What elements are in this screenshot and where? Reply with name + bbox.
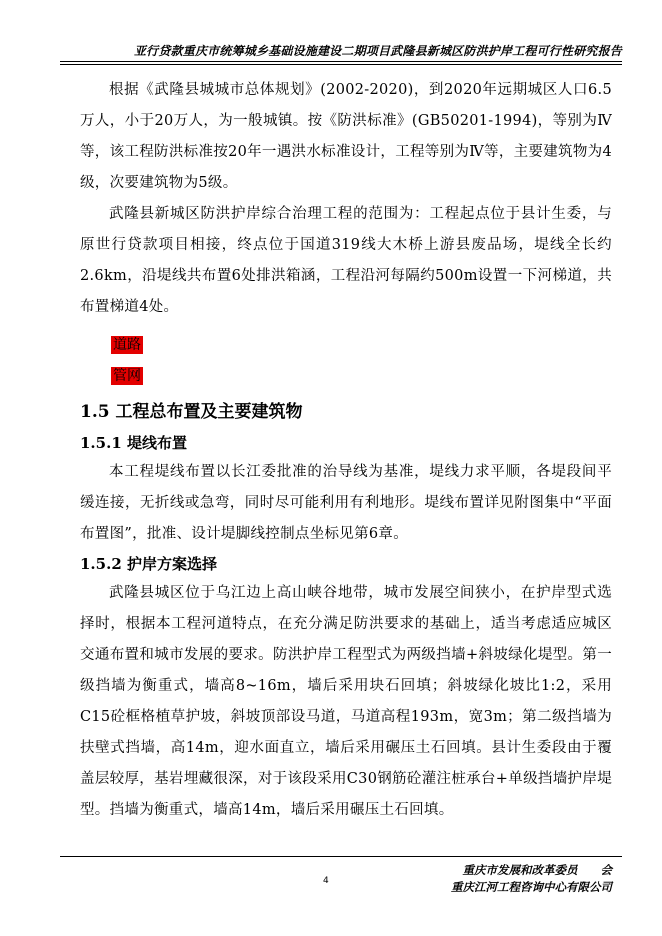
- header-rule: [60, 61, 622, 62]
- footer-rule: [60, 856, 622, 857]
- section-heading-1-5-2: 1.5.2 护岸方案选择: [80, 555, 217, 573]
- paragraph-flood-standard: 根据《武隆县城城市总体规划》(2002-2020)，到2020年远期城区人口6.5万人，小于20万人，为一般城镇。按《防洪标准》(GB50201-1994)，等别为Ⅳ等，该工程防洪标准按20年一遇洪水标准设计，工程等别为Ⅳ等，主要建筑物为4级，次要建筑物为5级。: [80, 82, 612, 191]
- footer-organization: [451, 862, 612, 896]
- page-number: 4: [323, 876, 329, 886]
- header-rule-thin: [60, 64, 622, 65]
- section-heading-1-5: 1.5 工程总布置及主要建筑物: [80, 402, 303, 422]
- highlight-tag-pipeline: 管网: [113, 367, 141, 384]
- section-heading-1-5-1: 1.5.1 堤线布置: [80, 434, 187, 452]
- highlight-tag-road: 道路: [113, 336, 141, 353]
- document-body: [80, 75, 612, 826]
- paragraph-project-scope: 武隆县新城区防洪护岸综合治理工程的范围为：工程起点位于县计生委，与原世行贷款项目相接，终点位于国道319线大木桥上游县废品场，堤线全长约2.6km，沿堤线共布置6处排洪箱涵，工程沿河每隔约500m设置一下河梯道，共布置梯道4处。: [80, 206, 612, 315]
- footer-org-line1: 重庆市发展和改革委员 会: [462, 863, 612, 877]
- paragraph-levee-layout: 本工程堤线布置以长江委批准的治导线为基准，堤线力求平顺，各堤段间平缓连接，无折线或急弯，同时尽可能利用有利地形。堤线布置详见附图集中“平面布置图”，批准、设计堤脚线控制点坐标见第6章。: [80, 464, 612, 542]
- running-header-title: 亚行贷款重庆市统筹城乡基础设施建设二期项目武隆县新城区防洪护岸工程可行性研究报告: [133, 44, 622, 58]
- paragraph-revetment-scheme: 武隆县城区位于乌江边上高山峡谷地带，城市发展空间狭小，在护岸型式选择时，根据本工程河道特点，在充分满足防洪要求的基础上，适当考虑适应城区交通布置和城市发展的要求。防洪护岸工程型式为两级挡墙+斜坡绿化堤型。第一级挡墙为衡重式，墙高8~16m，墙后采用块石回填；斜坡绿化坡比1:2，采用C15砼框格植草护坡，斜坡顶部设马道，马道高程193m，宽3m；第二级挡墙为扶壁式挡墙，高14m，迎水面直立，墙后采用碾压土石回填。县计生委段由于覆盖层较厚，基岩埋藏很深，对于该段采用C30钢筋砼灌注桩承台+单级挡墙护岸堤型。挡墙为衡重式，墙高14m，墙后采用碾压土石回填。: [80, 585, 612, 818]
- footer-org-line2: 重庆江河工程咨询中心有限公司: [451, 880, 612, 894]
